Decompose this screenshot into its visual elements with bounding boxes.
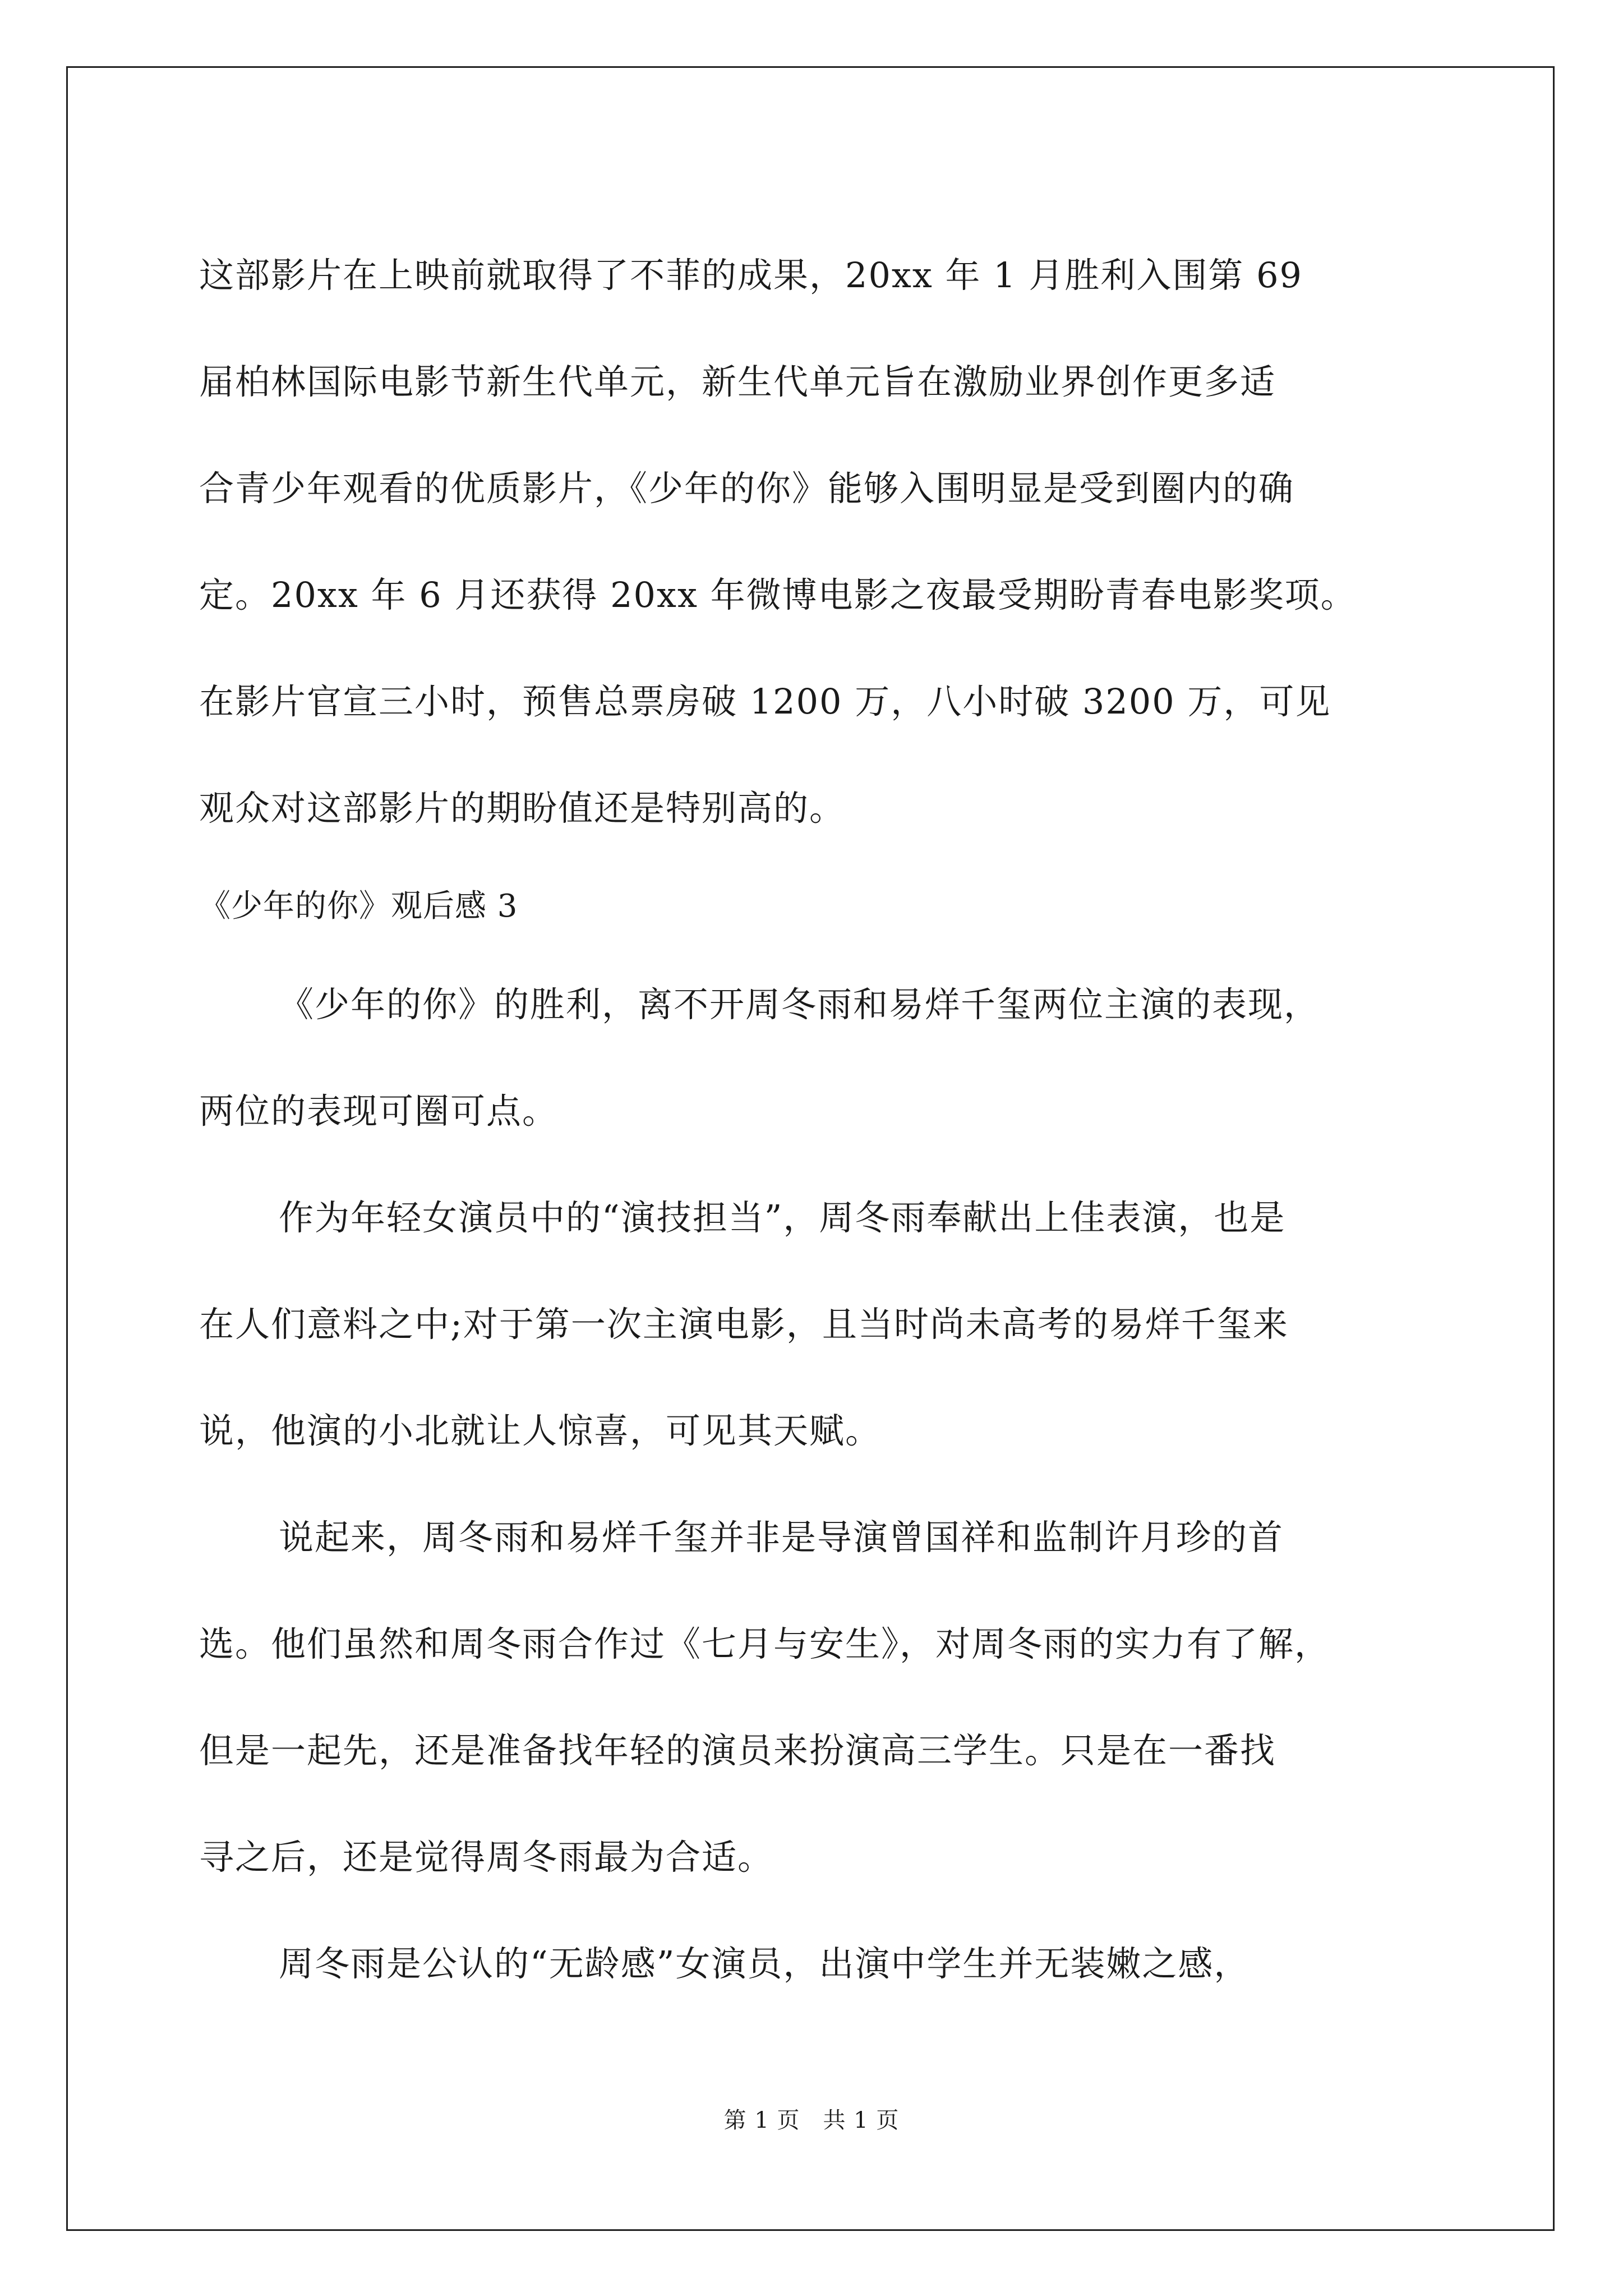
text-line: 定。20xx 年 6 月还获得 20xx 年微博电影之夜最受期盼青春电影奖项。 <box>199 574 1357 615</box>
text-line: 在人们意料之中;对于第一次主演电影，且当时尚未高考的易烊千玺来 <box>199 1304 1289 1345</box>
paragraph <box>199 1484 1444 1911</box>
text-line: 观众对这部影片的期盼值还是特别高的。 <box>199 788 846 829</box>
paragraph <box>199 222 1444 862</box>
text-line: 选。他们虽然和周冬雨合作过《七月与安生》，对周冬雨的实力有了解， <box>199 1623 1331 1664</box>
text-line: 合青少年观看的优质影片，《少年的你》能够入围明显是受到圈内的确 <box>199 468 1295 509</box>
paragraph <box>199 1911 1444 2017</box>
paragraph <box>199 1165 1444 1484</box>
section-heading: 《少年的你》观后感 3 <box>199 888 518 924</box>
text-line: 寻之后，还是觉得周冬雨最为合适。 <box>199 1837 774 1878</box>
text-line: 周冬雨是公认的“无龄感”女演员，出演中学生并无装嫩之感， <box>279 1943 1250 1984</box>
text-line: 这部影片在上映前就取得了不菲的成果，20xx 年 1 月胜利入围第 69 <box>199 255 1303 296</box>
text-line: 届柏林国际电影节新生代单元，新生代单元旨在激励业界创作更多适 <box>199 361 1276 402</box>
text-line: 两位的表现可圈可点。 <box>199 1091 559 1131</box>
document-body <box>199 222 1444 2017</box>
text-line: 作为年轻女演员中的“演技担当”，周冬雨奉献出上佳表演，也是 <box>279 1197 1286 1238</box>
text-line: 但是一起先，还是准备找年轻的演员来扮演高三学生。只是在一番找 <box>199 1730 1276 1771</box>
text-line: 《少年的你》的胜利，离不开周冬雨和易烊千玺两位主演的表现， <box>279 984 1320 1025</box>
text-line: 在影片官宣三小时，预售总票房破 1200 万，八小时破 3200 万，可见 <box>199 681 1331 722</box>
paragraph <box>199 951 1444 1165</box>
text-line: 说，他演的小北就让人惊喜，可见其天赋。 <box>199 1410 882 1451</box>
page-number-footer: 第 1 页 共 1 页 <box>723 2108 900 2133</box>
text-line: 说起来，周冬雨和易烊千玺并非是导演曾国祥和监制许月珍的首 <box>279 1517 1284 1558</box>
